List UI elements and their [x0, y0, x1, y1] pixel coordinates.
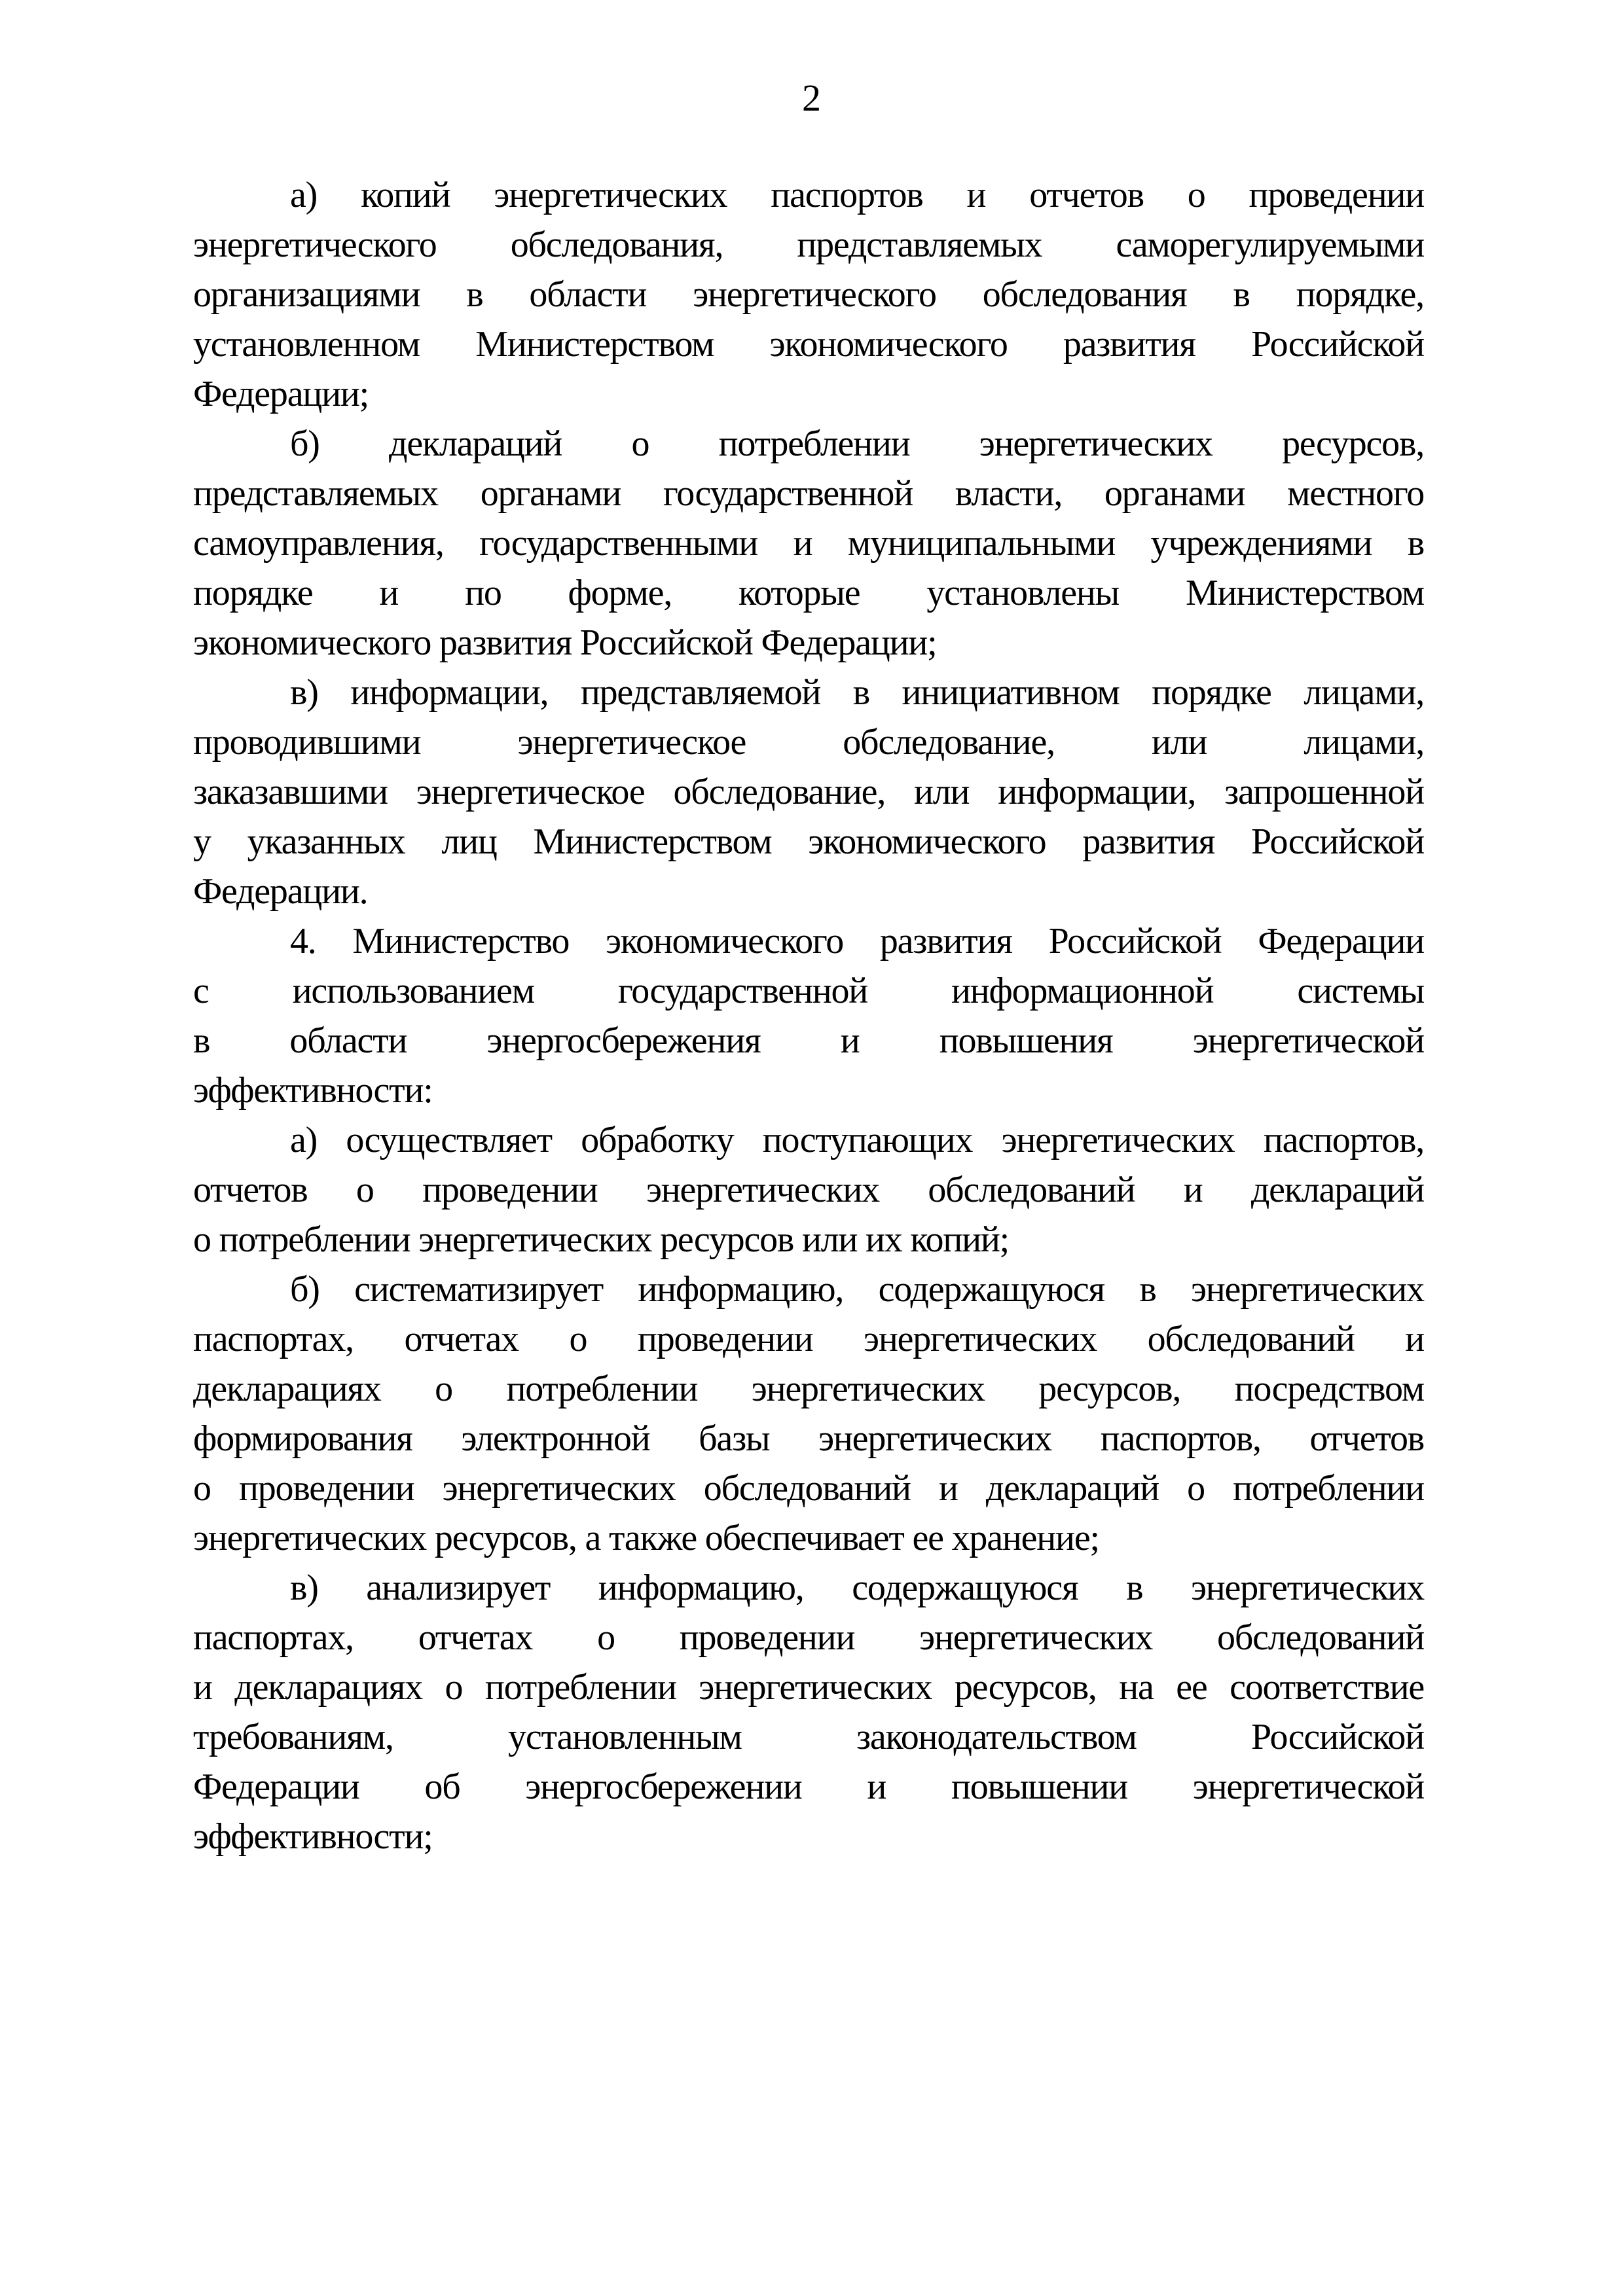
text-line: порядке и по форме, которые установлены Министерством — [193, 573, 1424, 613]
text-line: б) деклараций о потреблении энергетических ресурсов, — [290, 423, 1424, 464]
text-line: формирования электронной базы энергетических паспортов, отчетов — [193, 1418, 1424, 1459]
text-line: с использованием государственной информационной системы — [193, 971, 1424, 1011]
page-number: 2 — [802, 77, 821, 119]
text-line: организациями в области энергетического обследования в порядке, — [193, 274, 1424, 315]
text-line: проводившими энергетическое обследование, или лицами, — [193, 722, 1424, 762]
text-line: эффективности: — [193, 1070, 433, 1111]
text-line: установленном Министерством экономического развития Российской — [193, 324, 1424, 365]
text-line: б) систематизирует информацию, содержащуюся в энергетических — [290, 1269, 1424, 1310]
text-line: паспортах, отчетах о проведении энергетических обследований — [193, 1617, 1424, 1658]
text-line: декларациях о потреблении энергетических ресурсов, посредством — [193, 1369, 1424, 1409]
text-line: самоуправления, государственными и муниципальными учреждениями в — [193, 523, 1424, 564]
text-line: 4. Министерство экономического развития Российской Федерации — [290, 921, 1424, 961]
text-line: Федерации. — [193, 871, 368, 912]
text-line: Федерации; — [193, 374, 369, 414]
text-line: в) информации, представляемой в инициативном порядке лицами, — [290, 672, 1424, 713]
text-line: а) осуществляет обработку поступающих энергетических паспортов, — [290, 1120, 1424, 1160]
text-line: отчетов о проведении энергетических обследований и деклараций — [193, 1170, 1424, 1210]
text-line: требованиям, установленным законодательством Российской — [193, 1717, 1424, 1757]
text-line: в области энергосбережения и повышения энергетической — [193, 1020, 1424, 1061]
text-line: паспортах, отчетах о проведении энергетических обследований и — [193, 1319, 1424, 1359]
text-line: о проведении энергетических обследований и деклараций о потреблении — [193, 1468, 1424, 1509]
text-line: в) анализирует информацию, содержащуюся в энергетических — [290, 1568, 1424, 1608]
text-line: энергетических ресурсов, а также обеспечивает ее хранение; — [193, 1518, 1099, 1558]
text-line: представляемых органами государственной власти, органами местного — [193, 473, 1424, 514]
text-line: энергетического обследования, представляемых саморегулируемыми — [193, 224, 1424, 265]
text-line: экономического развития Российской Федерации; — [193, 622, 937, 663]
text-line: эффективности; — [193, 1816, 433, 1857]
text-line: и декларациях о потреблении энергетических ресурсов, на ее соответствие — [193, 1667, 1424, 1708]
text-line: заказавшими энергетическое обследование, или информации, запрошенной — [193, 772, 1424, 812]
document-body — [193, 170, 1424, 1861]
text-line: у указанных лиц Министерством экономического развития Российской — [193, 821, 1424, 862]
text-line: о потреблении энергетических ресурсов или их копий; — [193, 1219, 1010, 1260]
text-line: а) копий энергетических паспортов и отчетов о проведении — [290, 175, 1424, 215]
text-line: Федерации об энергосбережении и повышении энергетической — [193, 1767, 1424, 1807]
